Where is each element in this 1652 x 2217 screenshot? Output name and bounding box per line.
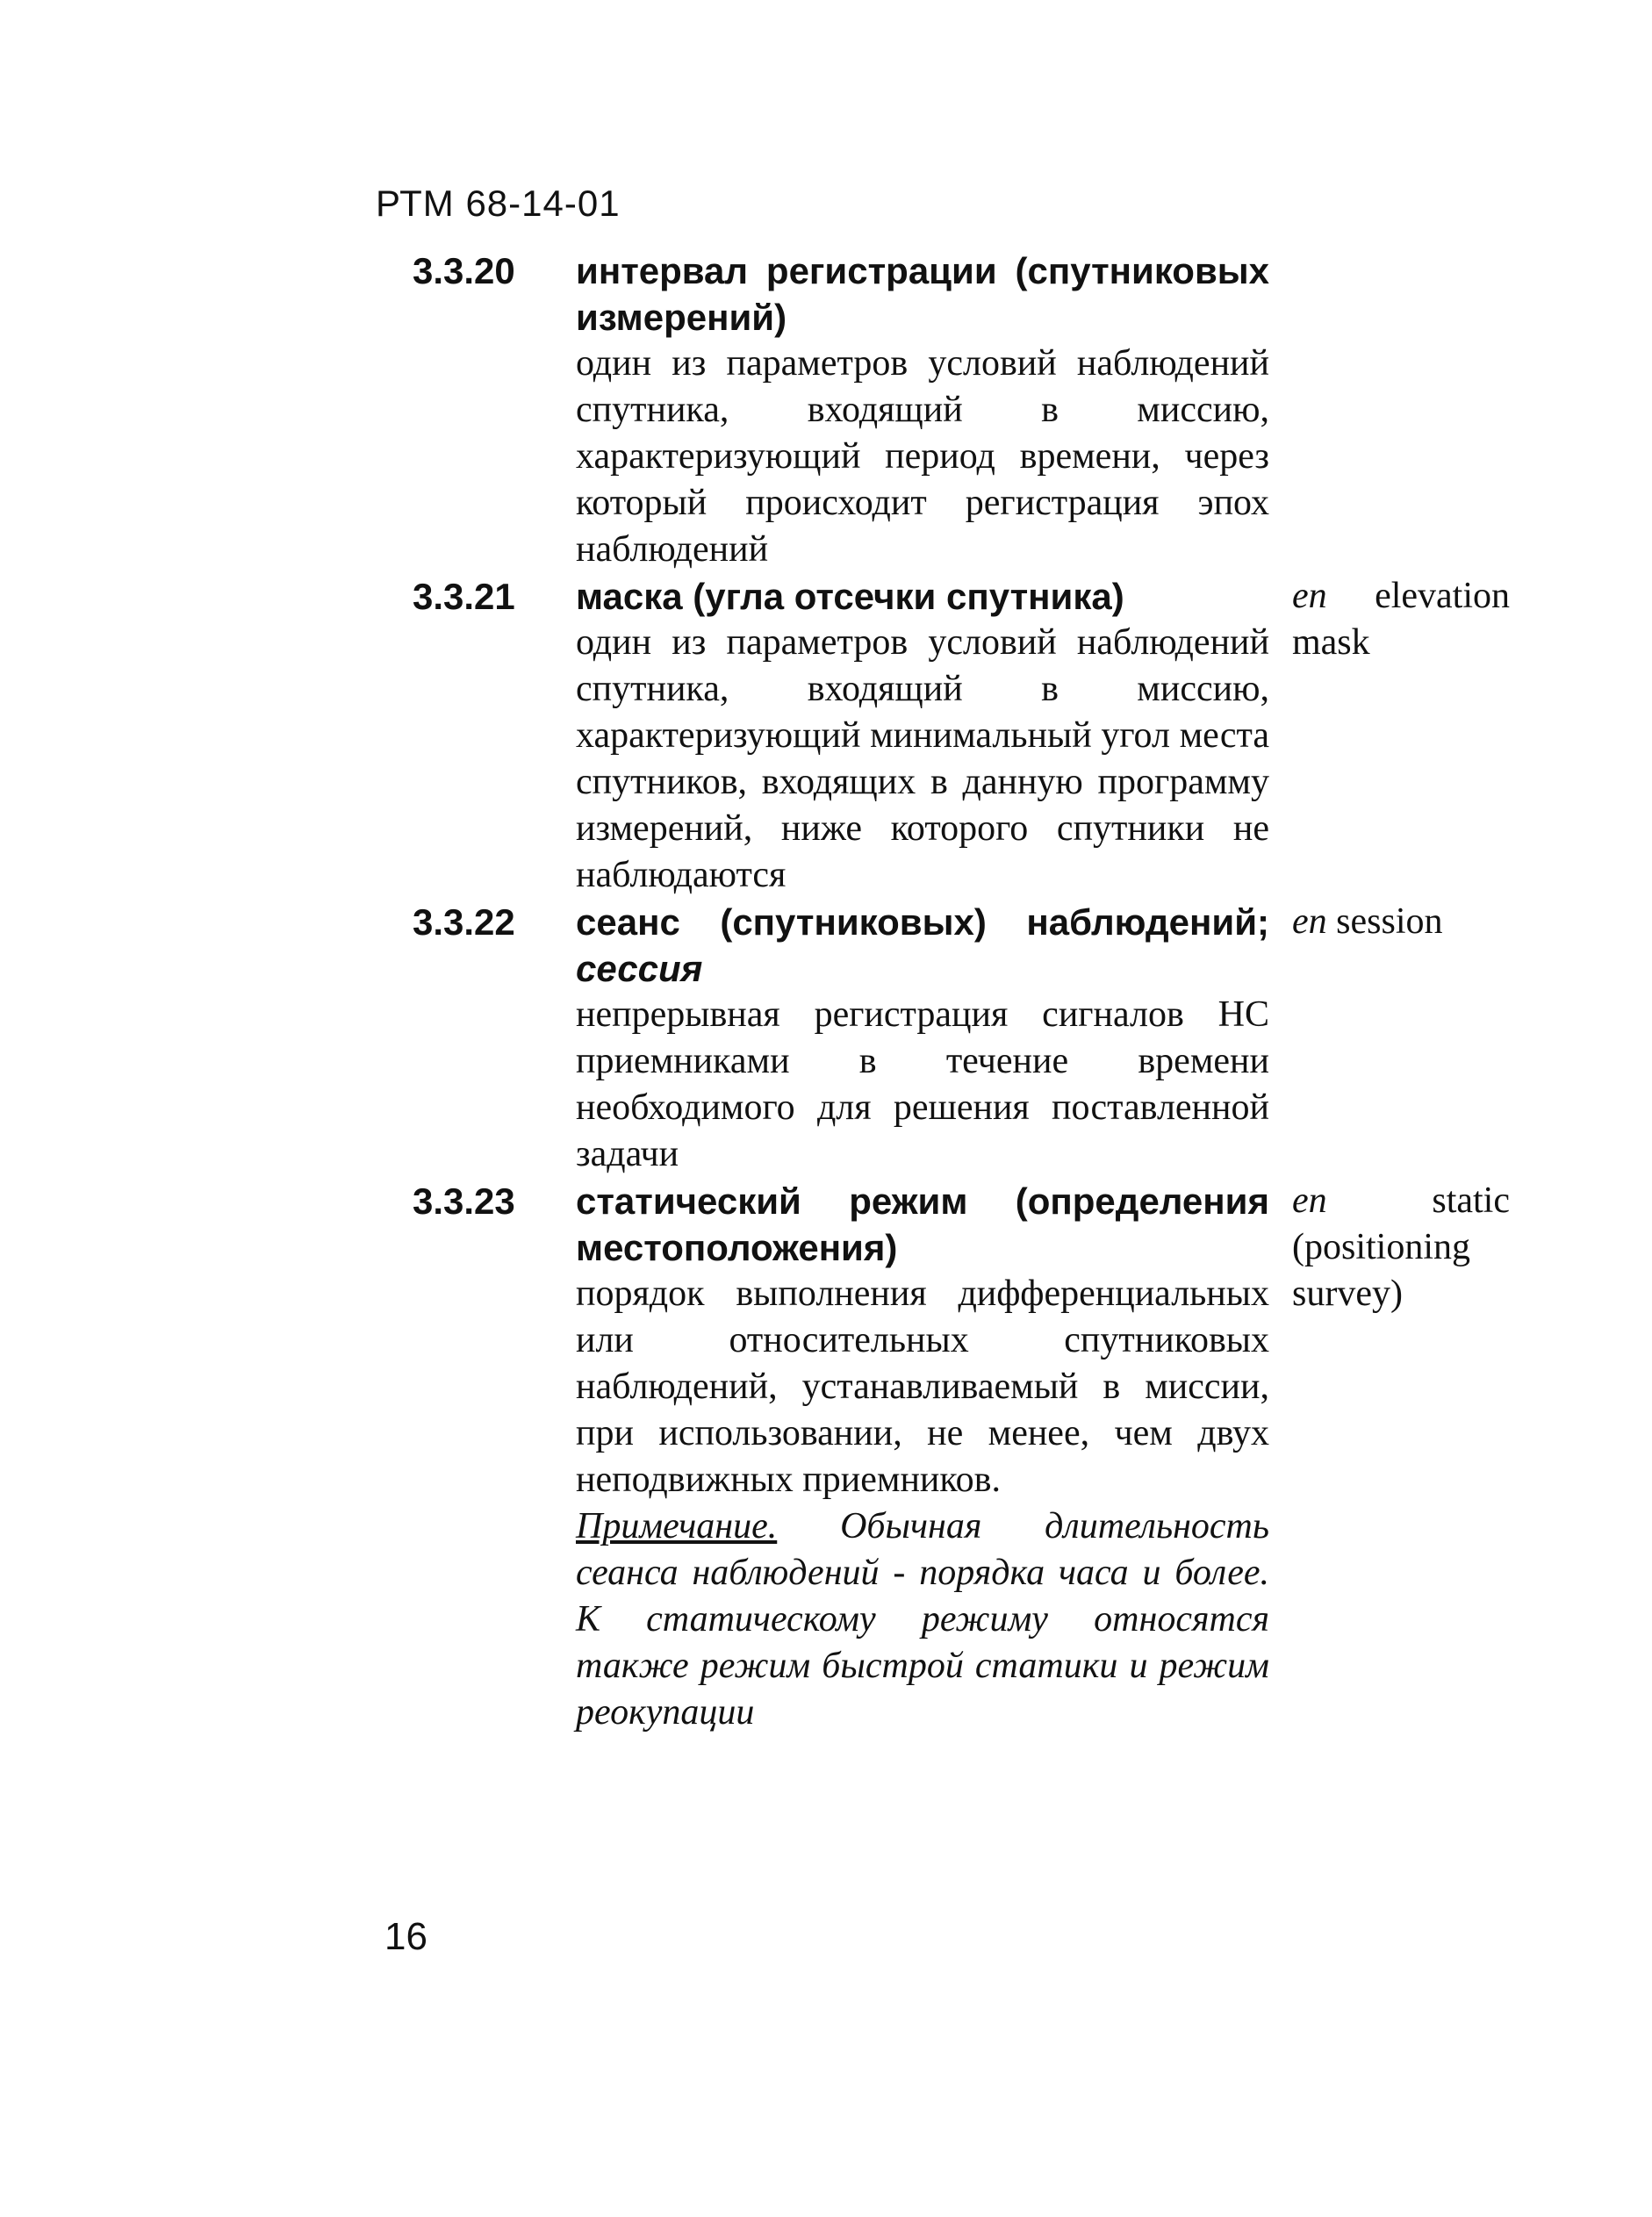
entry-body	[576, 248, 1269, 573]
entry-body	[576, 899, 1269, 1178]
page-number: 16	[384, 1915, 427, 1958]
terms-list	[413, 248, 1510, 1736]
note-text: Обычная длительность сеанса наблюдений - порядка часа и более. К статическому режиму относятся также режим быстрой статики и режим реокупации	[576, 1506, 1269, 1733]
note-label: Примечание.	[576, 1506, 778, 1546]
term-entry-3-3-23	[413, 1178, 1510, 1736]
term-entry-3-3-20	[413, 248, 1510, 573]
entry-definition: порядок выполнения дифференциальных или относительных спутниковых наблюдений, устанавливаемый в миссии, при использовании, не менее, чем двух неподвижных приемников.	[576, 1274, 1269, 1500]
english-term: session	[1336, 901, 1443, 942]
entry-term: интервал регистрации (спутниковых измерений)	[576, 250, 1269, 338]
entry-body	[576, 573, 1269, 899]
entry-number: 3.3.21	[413, 576, 515, 617]
entry-term	[576, 899, 1269, 992]
english-label: en	[1292, 576, 1327, 616]
english-label: en	[1292, 1180, 1327, 1221]
entry-number: 3.3.23	[413, 1180, 515, 1222]
entry-definition: непрерывная регистрация сигналов НС приемниками в течение времени необходимого для решения поставленной задачи	[576, 994, 1269, 1174]
entry-body	[576, 1178, 1269, 1736]
document-code: РТМ 68-14-01	[376, 183, 621, 224]
entry-term-main: сеанс (спутниковых) наблюдений;	[576, 901, 1269, 943]
english-label: en	[1292, 901, 1327, 942]
entry-english	[1269, 899, 1510, 1178]
english-term: static (positioning survey)	[1292, 1180, 1510, 1314]
entry-definition: один из параметров условий наблюдений спутника, входящий в миссию, характеризующий минимальный угол места спутников, входящих в данную программу измерений, ниже которого спутники не наблюдаются	[576, 622, 1269, 895]
entry-english	[1269, 1178, 1510, 1736]
term-entry-3-3-22	[413, 899, 1510, 1178]
entry-english	[1269, 248, 1510, 573]
entry-term: статический режим (определения местоположения)	[576, 1180, 1269, 1268]
entry-number: 3.3.22	[413, 901, 515, 943]
entry-note	[576, 1503, 1269, 1736]
term-entry-3-3-21	[413, 573, 1510, 899]
entry-term: маска (угла отсечки спутника)	[576, 576, 1124, 617]
english-term: elevation mask	[1292, 576, 1510, 663]
entry-number: 3.3.20	[413, 250, 515, 291]
entry-english	[1269, 573, 1510, 899]
entry-definition: один из параметров условий наблюдений спутника, входящий в миссию, характеризующий период времени, через который происходит регистрация эпох наблюдений	[576, 343, 1269, 570]
entry-term-synonym: сессия	[576, 948, 703, 989]
